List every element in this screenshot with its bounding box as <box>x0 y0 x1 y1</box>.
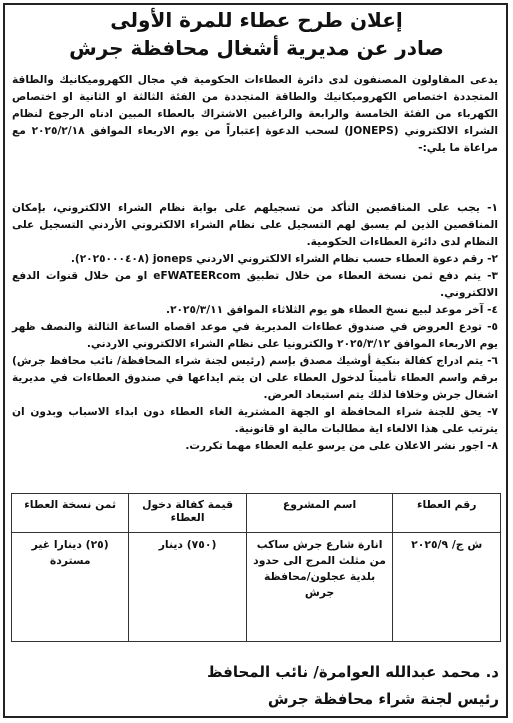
header-tender-number: رقم العطاء <box>393 494 501 533</box>
cell-project-name: انارة شارع جرش ساكب من مثلث المرج الى حدود بلدية عجلون/محافظة جرش <box>246 533 393 642</box>
header-copy-price: ثمن نسخة العطاء <box>12 494 129 533</box>
condition-item: ٢- رقم دعوة العطاء حسب نظام الشراء الالكتروني الاردني joneps (٢٠٢٥٠٠٠٤٠٨). <box>70 253 498 265</box>
title-line-2: صادر عن مديرية أشغال محافظة جرش <box>69 36 444 60</box>
condition-item: ٣- يتم دفع ثمن نسخة العطاء من خلال تطبيق eFWATEERcom او من خلال قنوات الدفع الالكتروني. <box>12 270 498 299</box>
cell-copy-price: (٢٥) دينارا غير مستردة <box>12 533 129 642</box>
condition-item: ١- يجب على المناقصين التأكد من تسجيلهم على بوابة نظام الشراء الالكتروني، بإمكان المناقصين الذين لم يسبق لهم التسجيل على نظام الشراء الالكتروني الأردني التسجيل على النظام لدى دائرة العطاءات الحكومية. <box>12 202 498 248</box>
condition-item: ٦- يتم ادراج كفالة بنكية أوشيك مصدق بإسم (رئيس لجنة شراء المحافظة/ نائب محافظ جرش) برقم واسم العطاء تأميناً لدخول العطاء على ان يتم ايداعها في صندوق العطاءات في مديرية اشغال جرش وخلافا لذلك يتم استبعاد العرض. <box>12 355 498 401</box>
signatory-name: د. محمد عبدالله العوامرة/ نائب المحافظ <box>206 663 499 681</box>
condition-item: ٧- يحق للجنة شراء المحافظة او الجهة المشترية الغاء العطاء دون ابداء الاسباب وبدون ان يترتب على هذا الالغاء اية مطالبات مالية او قانونية. <box>12 406 498 435</box>
conditions-list <box>12 200 498 455</box>
signatory-role: رئيس لجنة شراء محافظة جرش <box>267 690 499 708</box>
condition-item: ٥- تودع العروض في صندوق عطاءات المديرية في موعد اقصاه الساعة الثالثة والنصف ظهر يوم الاربعاء الموافق ٢٠٢٥/٣/١٢ والكترونيا على نظام الشراء الالكتروني الاردني. <box>12 321 498 350</box>
title-line-1: إعلان طرح عطاء للمرة الأولى <box>110 8 403 32</box>
header-project-name: اسم المشروع <box>246 494 393 533</box>
tender-table <box>11 493 501 642</box>
table-header-row <box>12 494 501 533</box>
intro-paragraph: يدعى المقاولون المصنفون لدى دائرة العطاءات الحكومية في مجال الكهروميكانيك والطاقة المتجددة اختصاص الكهروميكانيك والطاقة المتجددة من الفئة الثالثة او الثانية او اختصاص الكهرباء من الفئة الخامسة والرابعة والراغبين الاشتراك بالعطاء المبين ادناه الرجوع لنظام الشراء الالكتروني (JONEPS) لسحب الدعوة إعتباراً من يوم الاربعاء الموافق ٢٠٢٥/٢/١٨ مع مراعاة ما يلي:- <box>12 74 498 154</box>
condition-item: ٨- اجور نشر الاعلان على من يرسو عليه العطاء مهما تكررت. <box>185 440 498 452</box>
header-guarantee-value: قيمة كفالة دخول العطاء <box>129 494 246 533</box>
cell-guarantee-value: (٧٥٠) دينار <box>129 533 246 642</box>
table-row <box>12 533 501 642</box>
condition-item: ٤- آخر موعد لبيع نسخ العطاء هو يوم الثلاثاء الموافق ٢٠٢٥/٣/١١. <box>166 304 498 316</box>
cell-tender-number: ش ج/ ٢٠٢٥/٩ <box>393 533 501 642</box>
